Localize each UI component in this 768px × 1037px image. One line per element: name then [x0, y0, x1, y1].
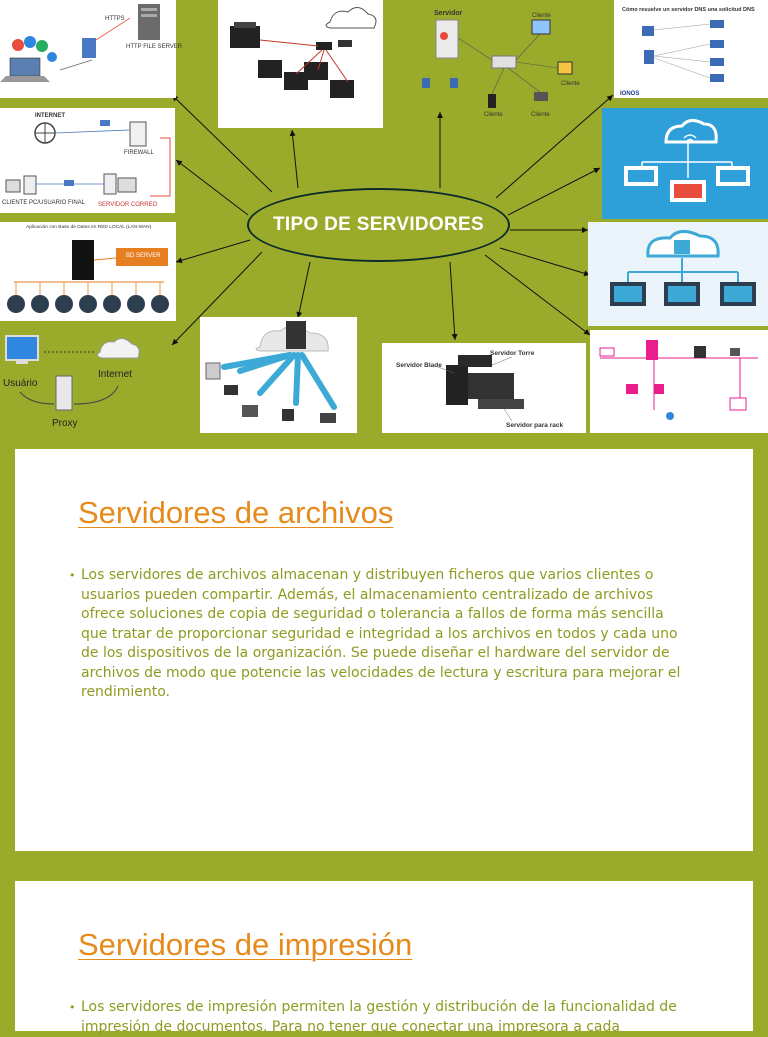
bullet-text: Los servidores de archivos almacenan y distribuyen ficheros que varios clientes o usuarios pueden compartir. Además, el almacenamiento centralizado de archivos ofrece soluciones de copia de seguridad o tolerancia a fallos de forma más sencilla que tratar de proporcionar seguridad e integridad a los archivos en todos y cada uno de los dispositivos de la organización. Se puede diseñar el hardware del servidor de archivos de modo que potencie las velocidades de lectura y escritura para mejorar el rendimiento. [81, 567, 681, 700]
thumb-proxy-server [0, 330, 170, 432]
mind-map-title: TIPO DE SERVIDORES [247, 188, 510, 262]
thumb-server-hardware [382, 343, 586, 433]
bullet-text: Los servidores de impresión permiten la gestión y distribución de la funcionalidad de impresión de documentos. Para no tener que conectar una impresora a cada [81, 999, 677, 1035]
label-http-server: HTTP FILE SERVER [126, 44, 183, 50]
section-print-servers [15, 881, 753, 1035]
thumb-client-server [404, 6, 599, 116]
label-usuario: Usuário [3, 378, 38, 389]
label-servidor-rack: Servidor para rack [506, 422, 564, 429]
label-ionos: IONOS [620, 91, 640, 97]
thumb-cloud-wifi [602, 108, 768, 219]
label-bd-server: BD SERVER [126, 253, 161, 259]
label-https: HTTPS [105, 16, 125, 22]
label-internet-proxy: Internet [98, 369, 132, 380]
thumb-database-server [0, 222, 176, 321]
label-servidor-correo: SERVIDOR CORREO [98, 202, 158, 208]
bullet-icon: • [69, 1001, 76, 1014]
mind-map [0, 0, 768, 440]
label-cliente-2: Cliente [484, 112, 503, 118]
label-dns-title: Cómo resuelve un servidor DNS una solicitud DNS [622, 7, 755, 13]
label-cliente-3: Cliente [531, 112, 550, 118]
thumb-cloud-servers [588, 222, 768, 326]
section-text-file-servers [69, 566, 693, 703]
thumb-cloud-distribution [200, 317, 357, 433]
thumb-file-server [0, 0, 183, 98]
label-servidor-blade: Servidor Blade [396, 362, 442, 369]
label-servidor-torre: Servidor Torre [490, 350, 535, 357]
label-proxy: Proxy [52, 418, 78, 429]
label-cliente-pc: CLIENTE PC/USUARIO FINAL [2, 200, 86, 206]
thumb-mail-server [0, 108, 175, 213]
section-title-print-servers: Servidores de impresión [78, 927, 413, 962]
thumb-print-server [218, 0, 383, 128]
label-internet: INTERNET [35, 113, 65, 119]
label-cliente-1: Cliente [532, 13, 551, 19]
section-text-print-servers [69, 998, 693, 1037]
label-servidor: Servidor [434, 10, 463, 17]
section-title-file-servers: Servidores de archivos [78, 495, 394, 530]
label-db-app: Aplicación con Base de Datos en RED LOCAL (LAN-WAN) [26, 225, 152, 230]
label-cliente-4: Cliente [561, 81, 580, 87]
thumb-network-diagram [590, 330, 768, 433]
thumb-dns-server [614, 0, 768, 98]
section-file-servers [15, 449, 753, 851]
bullet-icon: • [69, 569, 76, 582]
label-firewall: FIREWALL [124, 150, 154, 156]
